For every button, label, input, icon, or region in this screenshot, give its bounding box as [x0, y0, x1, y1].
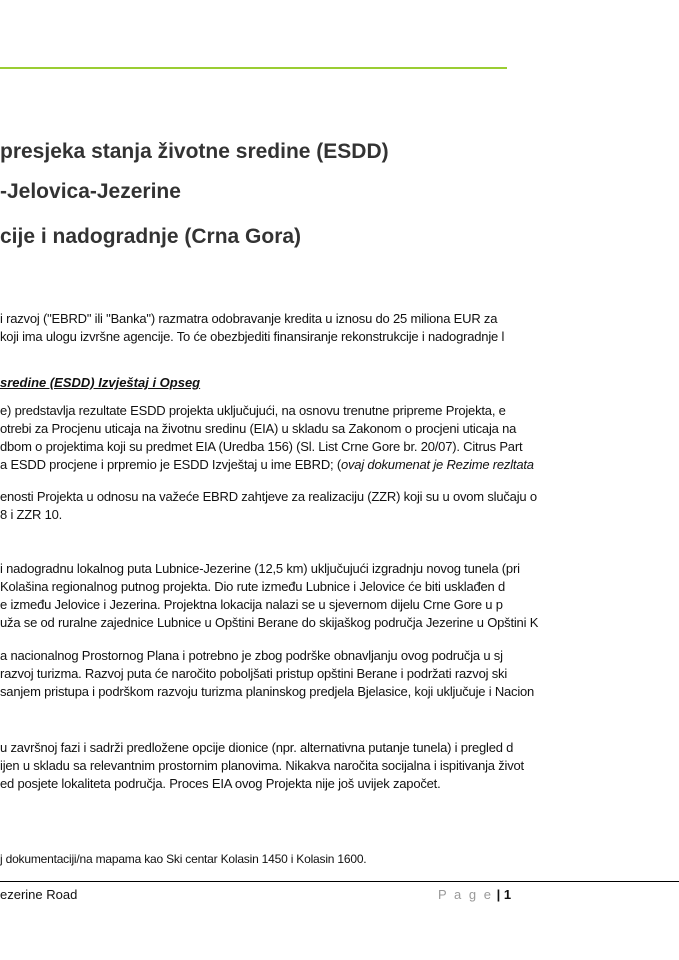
page-number: 1	[503, 887, 512, 902]
section-heading: sredine (ESDD) Izvještaj i Opseg	[0, 375, 201, 390]
para3-line: enosti Projekta u odnosu na važeće EBRD zahtjeve za realizaciju (ZZR) koji su u ovom slučaju o	[0, 489, 537, 504]
para6-line: ed posjete lokaliteta područja. Proces EIA ovog Projekta nije još uvijek započet.	[0, 776, 441, 791]
para2-line: otrebi za Procjenu uticaja na životnu sredinu (EIA) u skladu sa Zakonom o procjeni uticaja na	[0, 421, 517, 436]
page-label: P a g e	[438, 887, 493, 902]
para6-line: u završnoj fazi i sadrži predložene opcije dionice (npr. alternativna putanje tunela) i pregled d	[0, 740, 514, 755]
para2-line: dbom o projektima koji su predmet EIA (Uredba 156) (Sl. List Crne Gore br. 20/07). Citrus Part	[0, 439, 523, 454]
para4-line: e između Jelovice i Jezerina. Projektna lokacija nalazi se u sjevernom dijelu Crne Gore u p	[0, 597, 503, 612]
para5-line: sanjem pristupa i podrškom razvoju turizma planinskog predjela Bjelasice, koji uključuje i Nacion	[0, 684, 535, 699]
para4-line: uža se od ruralne zajednice Lubnice u Opštini Berane do skijaškog područja Jezerine u Opštini K	[0, 615, 539, 630]
para6-line: ijen u skladu sa relevantnim prostornim planovima. Nikakva naročita socijalna i ispitivanja život	[0, 758, 524, 773]
para4-line: Kolašina regionalnog putnog projekta. Dio rute između Lubnice i Jelovice će biti usklađen d	[0, 579, 506, 594]
footnote: j dokumentaciji/na mapama kao Ski centar Kolasin 1450 i Kolasin 1600.	[0, 852, 367, 866]
para2-line	[0, 457, 534, 472]
footer-title: ezerine Road	[0, 887, 78, 902]
para5-line: a nacionalnog Prostornog Plana i potrebno je zbog podrške obnavljanju ovog područja u sj	[0, 648, 503, 663]
para1-line: i razvoj ("EBRD" ili "Banka") razmatra odobravanje kredita u iznosu do 25 miliona EUR za	[0, 311, 498, 326]
para2-italic: ovaj dokumenat je Rezime rezltata	[340, 457, 534, 472]
para2-line: e) predstavlja rezultate ESDD projekta uključujući, na osnovu trenutne pripreme Projekta, e	[0, 403, 506, 418]
header-accent-rule	[0, 67, 507, 69]
para2-text: a ESDD procjene i prpremio je ESDD Izvještaj u ime EBRD; (	[0, 457, 341, 472]
page-indicator	[438, 887, 511, 902]
para5-line: razvoj turizma. Razvoj puta će naročito poboljšati pristup opštini Berane i podržati razvoj ski	[0, 666, 508, 681]
page-separator: |	[492, 887, 504, 902]
title-line-1: presjeka stanja životne sredine (ESDD)	[0, 140, 389, 163]
para1-line: koji ima ulogu izvršne agencije. To će obezbjediti finansiranje rekonstrukcije i nadogradnje l	[0, 329, 505, 344]
para3-line: 8 i ZZR 10.	[0, 507, 63, 522]
footer-rule	[0, 881, 679, 882]
title-line-3: cije i nadogradnje (Crna Gora)	[0, 225, 302, 248]
title-line-2: -Jelovica-Jezerine	[0, 180, 181, 203]
para4-line: i nadogradnu lokalnog puta Lubnice-Jezerine (12,5 km) uključujući izgradnju novog tunela (pri	[0, 561, 520, 576]
